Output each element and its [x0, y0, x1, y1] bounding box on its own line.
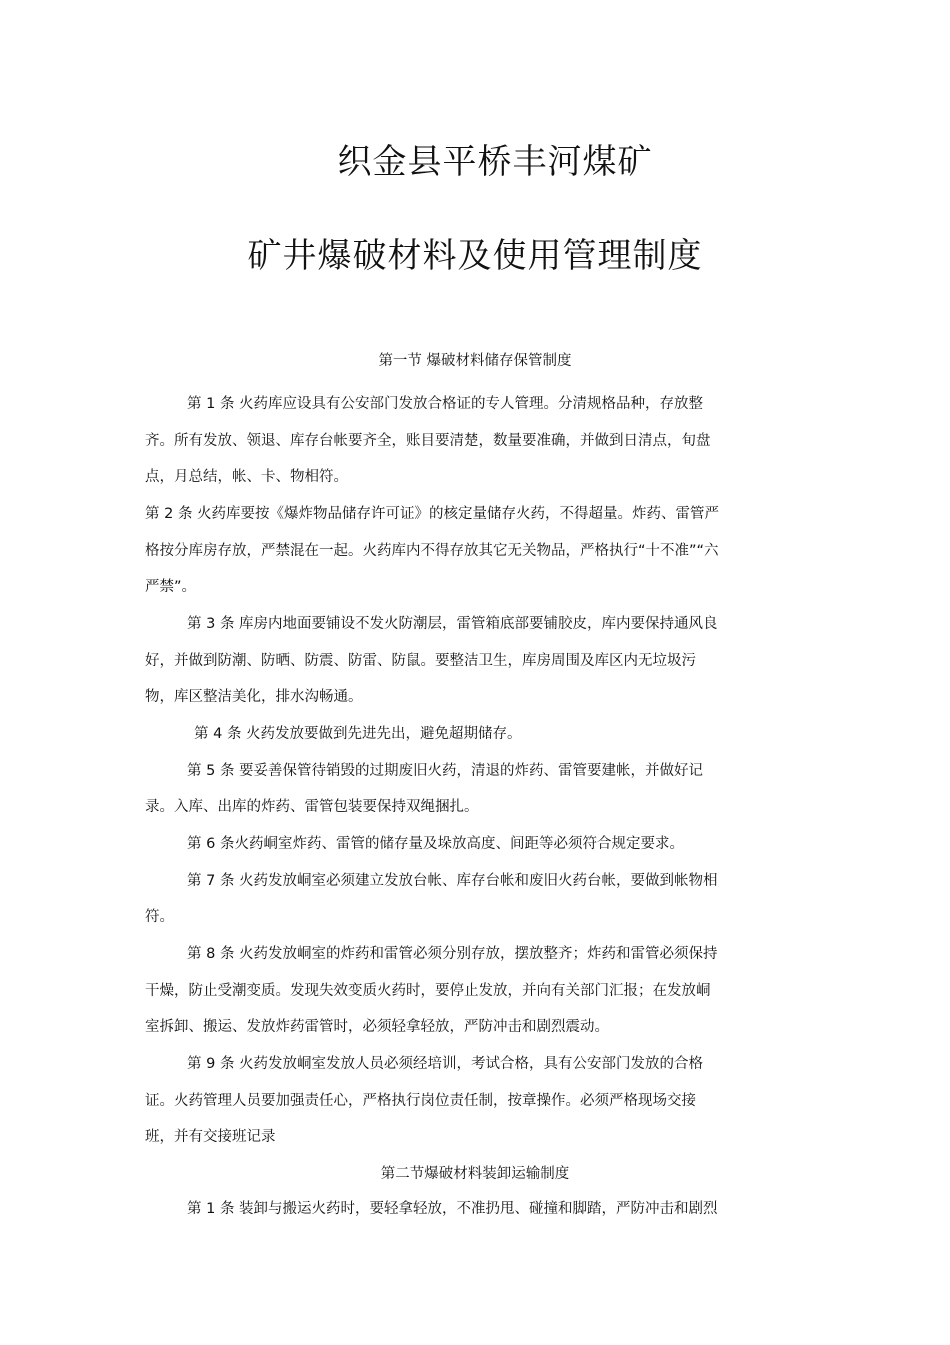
text-line: 格按分库房存放，严禁混在一起。火药库内不得存放其它无关物品，严格执行“十不准”“六: [145, 543, 719, 559]
text-line: 严禁”。: [145, 579, 197, 595]
text-line: 第 7 条 火药发放峒室必须建立发放台帐、库存台帐和废旧火药台帐，要做到帐物相: [187, 873, 718, 889]
text-line: 第 3 条 库房内地面要铺设不发火防潮层，雷管箱底部要铺胶皮，库内要保持通风良: [187, 616, 718, 632]
section1-heading: 第一节 爆破材料储存保管制度: [378, 353, 572, 369]
text-line: 第 1 条 装卸与搬运火药时，要轻拿轻放，不准扔甩、碰撞和脚踏，严防冲击和剧烈: [187, 1201, 718, 1217]
text-line: 班，并有交接班记录: [145, 1129, 276, 1145]
text-line: 第 8 条 火药发放峒室的炸药和雷管必须分别存放，摆放整齐；炸药和雷管必须保持: [187, 946, 718, 962]
text-line: 证。火药管理人员要加强责任心，严格执行岗位责任制，按章操作。必须严格现场交接: [145, 1093, 696, 1109]
text-line: 第 4 条 火药发放要做到先进先出，避免超期储存。: [194, 726, 522, 742]
text-line: 点，月总结，帐、卡、物相符。: [145, 469, 348, 485]
text-line: 录。入库、出库的炸药、雷管包装要保持双绳捆扎。: [145, 799, 479, 815]
document-title-line2: 矿井爆破材料及使用管理制度: [247, 236, 703, 276]
text-line: 好，并做到防潮、防晒、防震、防雷、防鼠。要整洁卫生，库房周围及库区内无垃圾污: [145, 653, 696, 669]
document-title-line1: 织金县平桥丰河煤矿: [337, 142, 653, 182]
text-line: 第 2 条 火药库要按《爆炸物品储存许可证》的核定量储存火药，不得超量。炸药、雷管严: [145, 506, 720, 522]
text-line: 第 1 条 火药库应设具有公安部门发放合格证的专人管理。分清规格品种，存放整: [187, 396, 704, 412]
text-line: 室拆卸、搬运、发放炸药雷管时，必须轻拿轻放，严防冲击和剧烈震动。: [145, 1019, 609, 1035]
text-line: 符。: [145, 909, 174, 925]
text-line: 干燥，防止受潮变质。发现失效变质火药时，要停止发放，并向有关部门汇报；在发放峒: [145, 983, 711, 999]
text-line: 第 5 条 要妥善保管待销毁的过期废旧火药，清退的炸药、雷管要建帐，并做好记: [187, 763, 704, 779]
text-line: 齐。所有发放、领退、库存台帐要齐全，账目要清楚，数量要准确，并做到日清点，旬盘: [145, 433, 711, 449]
text-line: 第 6 条火药峒室炸药、雷管的储存量及垛放高度、间距等必须符合规定要求。: [187, 836, 684, 852]
text-line: 物，库区整洁美化，排水沟畅通。: [145, 689, 363, 705]
text-line: 第 9 条 火药发放峒室发放人员必须经培训，考试合格，具有公安部门发放的合格: [187, 1056, 704, 1072]
section2-heading: 第二节爆破材料装卸运输制度: [380, 1166, 570, 1182]
